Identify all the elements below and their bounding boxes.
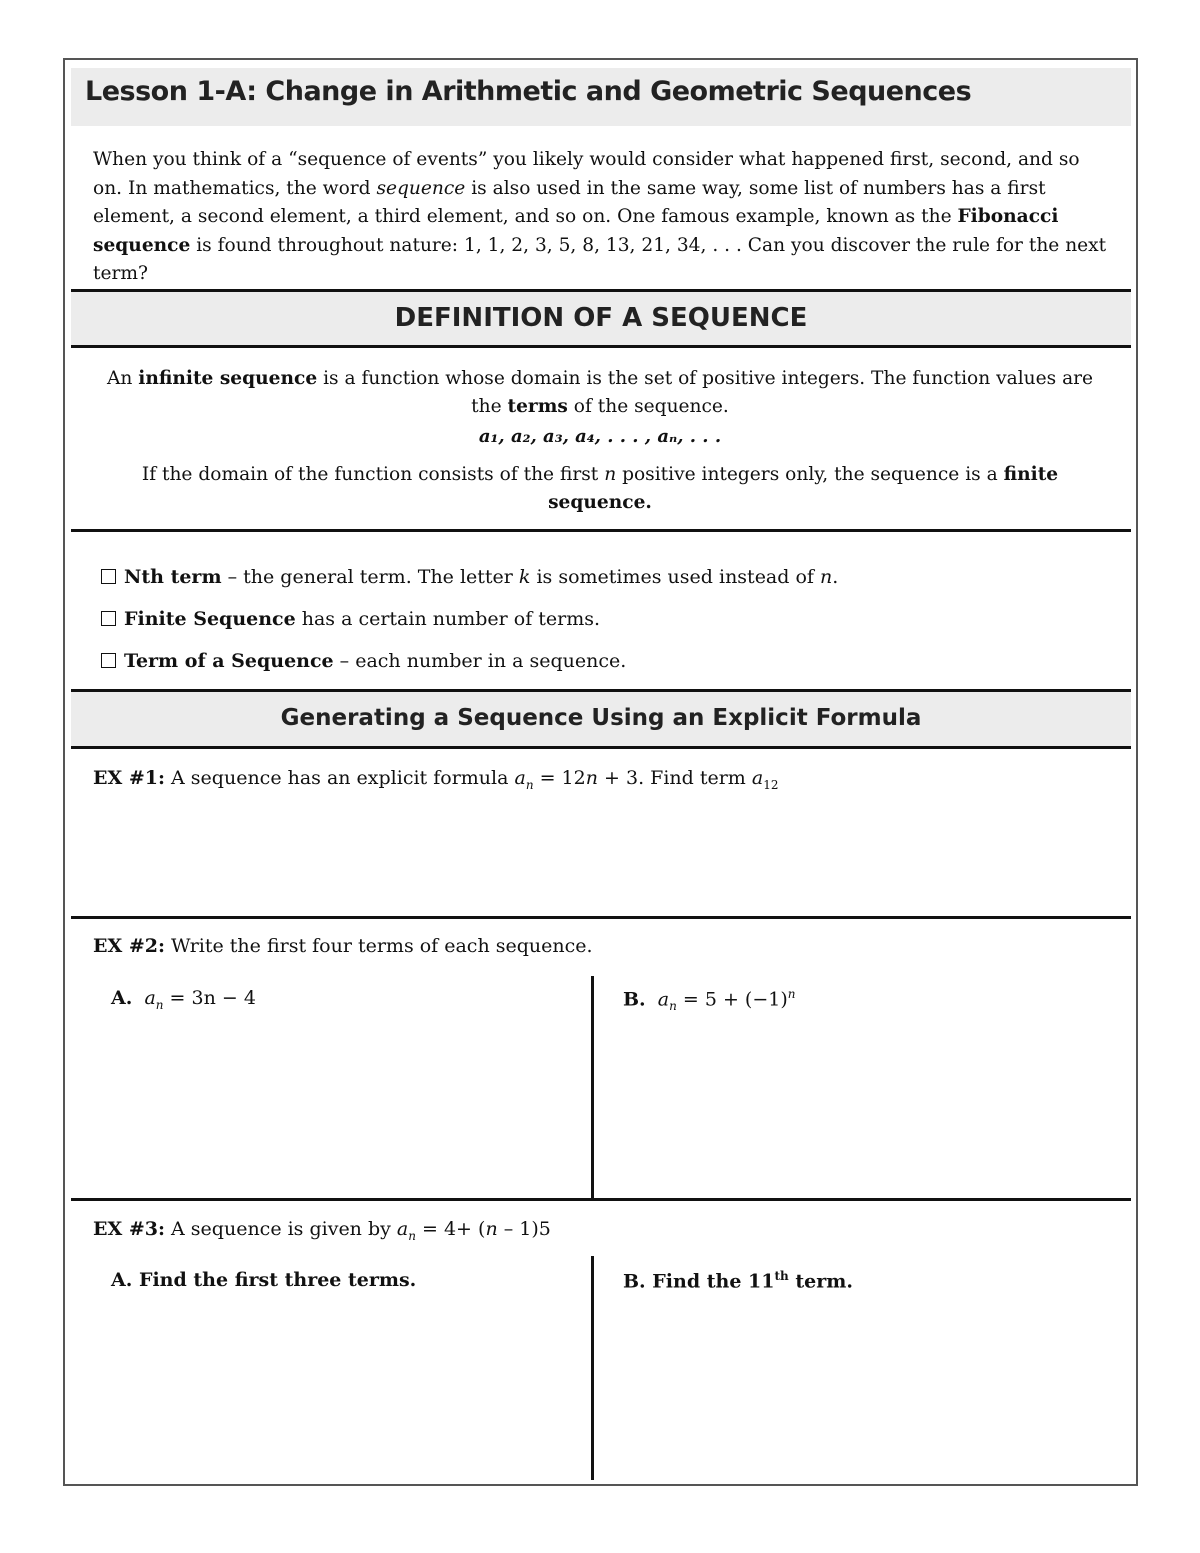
- ex-text: A sequence is given by: [165, 1218, 397, 1240]
- vocab-text: – each number in a sequence.: [333, 650, 627, 672]
- ex-sub: n: [408, 1228, 416, 1243]
- formula-var: a: [144, 987, 156, 1009]
- ex-text: Write the first four terms of each sequence.: [165, 935, 593, 957]
- def-text: is a function whose domain is the set of positive integers. The function values are the: [317, 368, 1094, 417]
- page-title: Lesson 1-A: Change in Arithmetic and Geometric Sequences: [85, 76, 972, 107]
- vocab-item-finite-sequence: [101, 608, 600, 630]
- part-text: term.: [788, 1270, 853, 1293]
- vocab-term: Nth term: [124, 566, 222, 588]
- formula-text: = 5 + (−1): [676, 988, 788, 1011]
- ex-var: n: [585, 767, 598, 789]
- formula-sub: n: [155, 997, 164, 1012]
- part-label: B.: [623, 1270, 646, 1293]
- checkbox-icon[interactable]: [101, 653, 116, 668]
- definition-heading: DEFINITION OF A SEQUENCE: [394, 303, 808, 333]
- ex-text: – 1)5: [497, 1218, 551, 1240]
- formula-text: = 3n − 4: [163, 987, 256, 1009]
- vocab-text: .: [832, 566, 839, 588]
- divider: [71, 529, 1131, 532]
- ex-label: EX #2:: [93, 935, 165, 957]
- vocab-term: Term of a Sequence: [124, 650, 334, 672]
- worksheet-page: [63, 58, 1138, 1486]
- checkbox-icon[interactable]: [101, 611, 116, 626]
- def-text: If the domain of the function consists of the first: [141, 464, 605, 485]
- def-bold: infinite sequence: [138, 368, 318, 389]
- intro-italic-word: sequence: [376, 177, 466, 199]
- ex-label: EX #1:: [93, 767, 165, 789]
- intro-text-1: When you think of a “sequence of events” you likely would consider what happened first, second, and so on. In mathematics, the word: [93, 149, 1080, 199]
- def-text: of the sequence.: [567, 396, 729, 417]
- vocab-text: has a certain number of terms.: [295, 608, 601, 630]
- example-3-part-b: [623, 1269, 853, 1292]
- def-var: n: [604, 464, 617, 485]
- ex-text: A sequence has an explicit formula: [165, 767, 515, 789]
- part-text: Find the 11: [645, 1270, 775, 1293]
- example-2-part-a: [111, 987, 256, 1012]
- def-text: An: [106, 368, 139, 389]
- example-1: [93, 767, 778, 792]
- vocab-item-term-of-sequence: [101, 650, 626, 672]
- vocab-item-nth-term: [101, 566, 838, 588]
- divider: [71, 345, 1131, 348]
- vocab-text: – the general term. The letter: [221, 566, 519, 588]
- ex-var: a: [514, 767, 526, 789]
- vocab-text: is sometimes used instead of: [530, 566, 820, 588]
- sequence-notation: a₁, a₂, a₃, a₄, . . . , aₙ, . . .: [478, 426, 722, 447]
- example-3-part-a: [111, 1269, 416, 1291]
- ex-text: = 12: [533, 767, 586, 789]
- ex-var: n: [485, 1218, 498, 1240]
- def-bold: finite sequence.: [548, 464, 1059, 513]
- part-label: A.: [111, 1269, 133, 1291]
- intro-text-3: is found throughout nature: 1, 1, 2, 3, 5, 8, 13, 21, 34, . . . Can you discover the rule for the next term?: [93, 234, 1107, 284]
- ex-text: = 4+ (: [415, 1218, 486, 1240]
- part-sup: th: [774, 1269, 789, 1283]
- checkbox-icon[interactable]: [101, 569, 116, 584]
- intro-paragraph: [93, 146, 1111, 289]
- vocab-var: n: [819, 566, 833, 588]
- part-label: A.: [111, 987, 133, 1009]
- def-text: positive integers only, the sequence is a: [616, 464, 1004, 485]
- column-divider: [591, 1256, 594, 1480]
- vocab-term: Finite Sequence: [124, 608, 296, 630]
- example-2-part-b: [623, 987, 796, 1013]
- formula-sub: n: [669, 999, 677, 1014]
- divider: [71, 916, 1131, 919]
- divider: [71, 1198, 1131, 1201]
- column-divider: [591, 976, 594, 1199]
- ex-var: a: [751, 767, 764, 789]
- ex-sub: 12: [763, 777, 779, 792]
- part-label: B.: [623, 988, 646, 1011]
- example-3: [93, 1218, 551, 1243]
- def-bold: terms: [507, 396, 568, 417]
- ex-text: + 3. Find term: [597, 767, 752, 789]
- example-2: [93, 935, 593, 957]
- ex-var: a: [396, 1218, 409, 1240]
- vocab-var: k: [518, 566, 531, 588]
- formula-sup: n: [787, 987, 796, 1001]
- section-heading: Generating a Sequence Using an Explicit Formula: [280, 705, 922, 731]
- divider: [71, 746, 1131, 749]
- definition-text: [105, 365, 1095, 421]
- intro-text-2: is also used in the same way, some list of numbers has a first element, a second element, a third element, and so on. One famous example, known as the: [93, 177, 1046, 227]
- ex-label: EX #3:: [93, 1218, 165, 1240]
- finite-definition: [105, 461, 1095, 517]
- part-text: Find the first three terms.: [132, 1269, 417, 1291]
- ex-sub: n: [525, 777, 534, 792]
- intro-bold-term: Fibonacci sequence: [93, 206, 1059, 256]
- formula-var: a: [657, 988, 670, 1011]
